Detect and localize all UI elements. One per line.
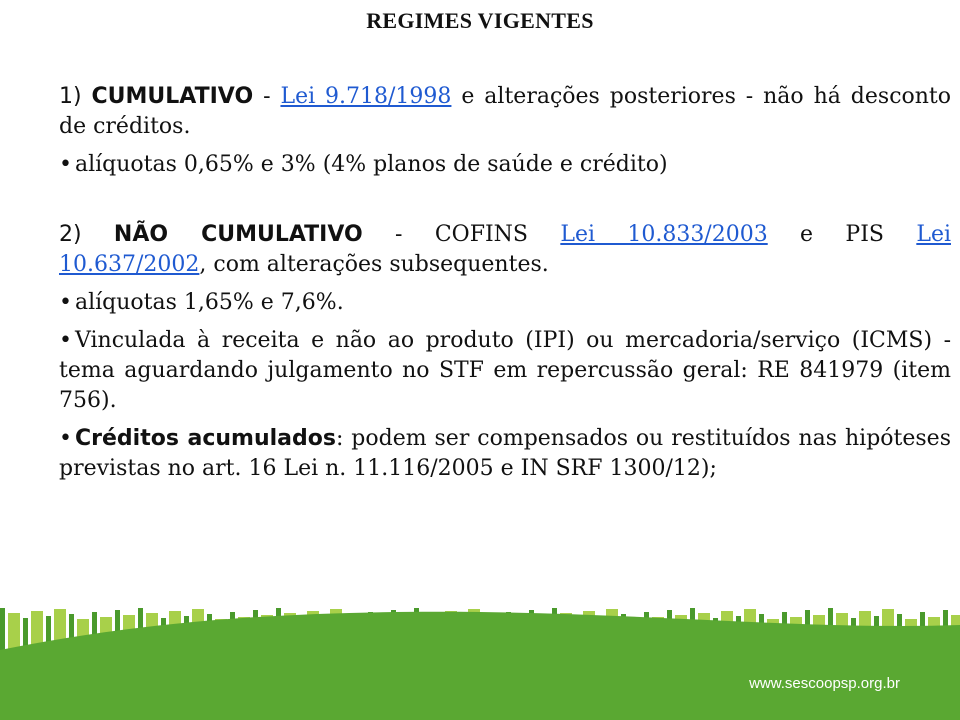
separator: - xyxy=(253,84,281,109)
footer-decoration xyxy=(0,590,960,720)
item-nao-cumulativo-line1 xyxy=(59,220,951,250)
law-link-10637-part1[interactable]: Lei xyxy=(916,222,951,247)
bullet-vinculada-receita: • Vinculada à receita e não ao produto (IPI) ou mercadoria/serviço (ICMS) - tema aguardando julgamento no STF em repercussão geral: RE 841979 (item 756). xyxy=(59,326,951,416)
bullet-creditos-acumulados xyxy=(59,424,951,484)
item-text: e PIS xyxy=(767,222,917,247)
bullet-aliquotas-nao-cumulativo: • alíquotas 1,65% e 7,6%. xyxy=(59,288,951,318)
slide-content xyxy=(59,82,951,484)
law-link-9718[interactable]: Lei 9.718/1998 xyxy=(280,84,452,109)
item-number: 2) xyxy=(59,222,114,247)
item-number: 1) xyxy=(59,84,92,109)
footer-graphic xyxy=(0,590,960,720)
law-link-10637-part2[interactable]: 10.637/2002 xyxy=(59,252,200,277)
footer-url[interactable]: www.sescoopsp.org.br xyxy=(749,675,900,692)
bullet-label: Créditos acumulados xyxy=(74,426,336,451)
item-cumulativo xyxy=(59,82,951,142)
page-title: REGIMES VIGENTES xyxy=(366,8,594,33)
bullet-text: : podem ser compensados ou restituídos nas hipóteses previstas no art. 16 Lei n. 11.116/2005 e IN SRF 1300/12); xyxy=(59,426,951,481)
item-label: NÃO CUMULATIVO xyxy=(113,222,363,247)
footer-wave xyxy=(0,612,960,720)
item-text: , com alterações subsequentes. xyxy=(199,252,549,277)
separator: - COFINS xyxy=(362,222,561,247)
item-label: CUMULATIVO xyxy=(91,84,254,109)
item-text: e alterações posteriores - não há desconto de créditos. xyxy=(59,84,952,139)
bullet-aliquotas-cumulativo: • alíquotas 0,65% e 3% (4% planos de saúde e crédito) xyxy=(59,150,951,180)
law-link-10833[interactable]: Lei 10.833/2003 xyxy=(560,222,768,247)
item-nao-cumulativo-line2 xyxy=(59,250,951,280)
